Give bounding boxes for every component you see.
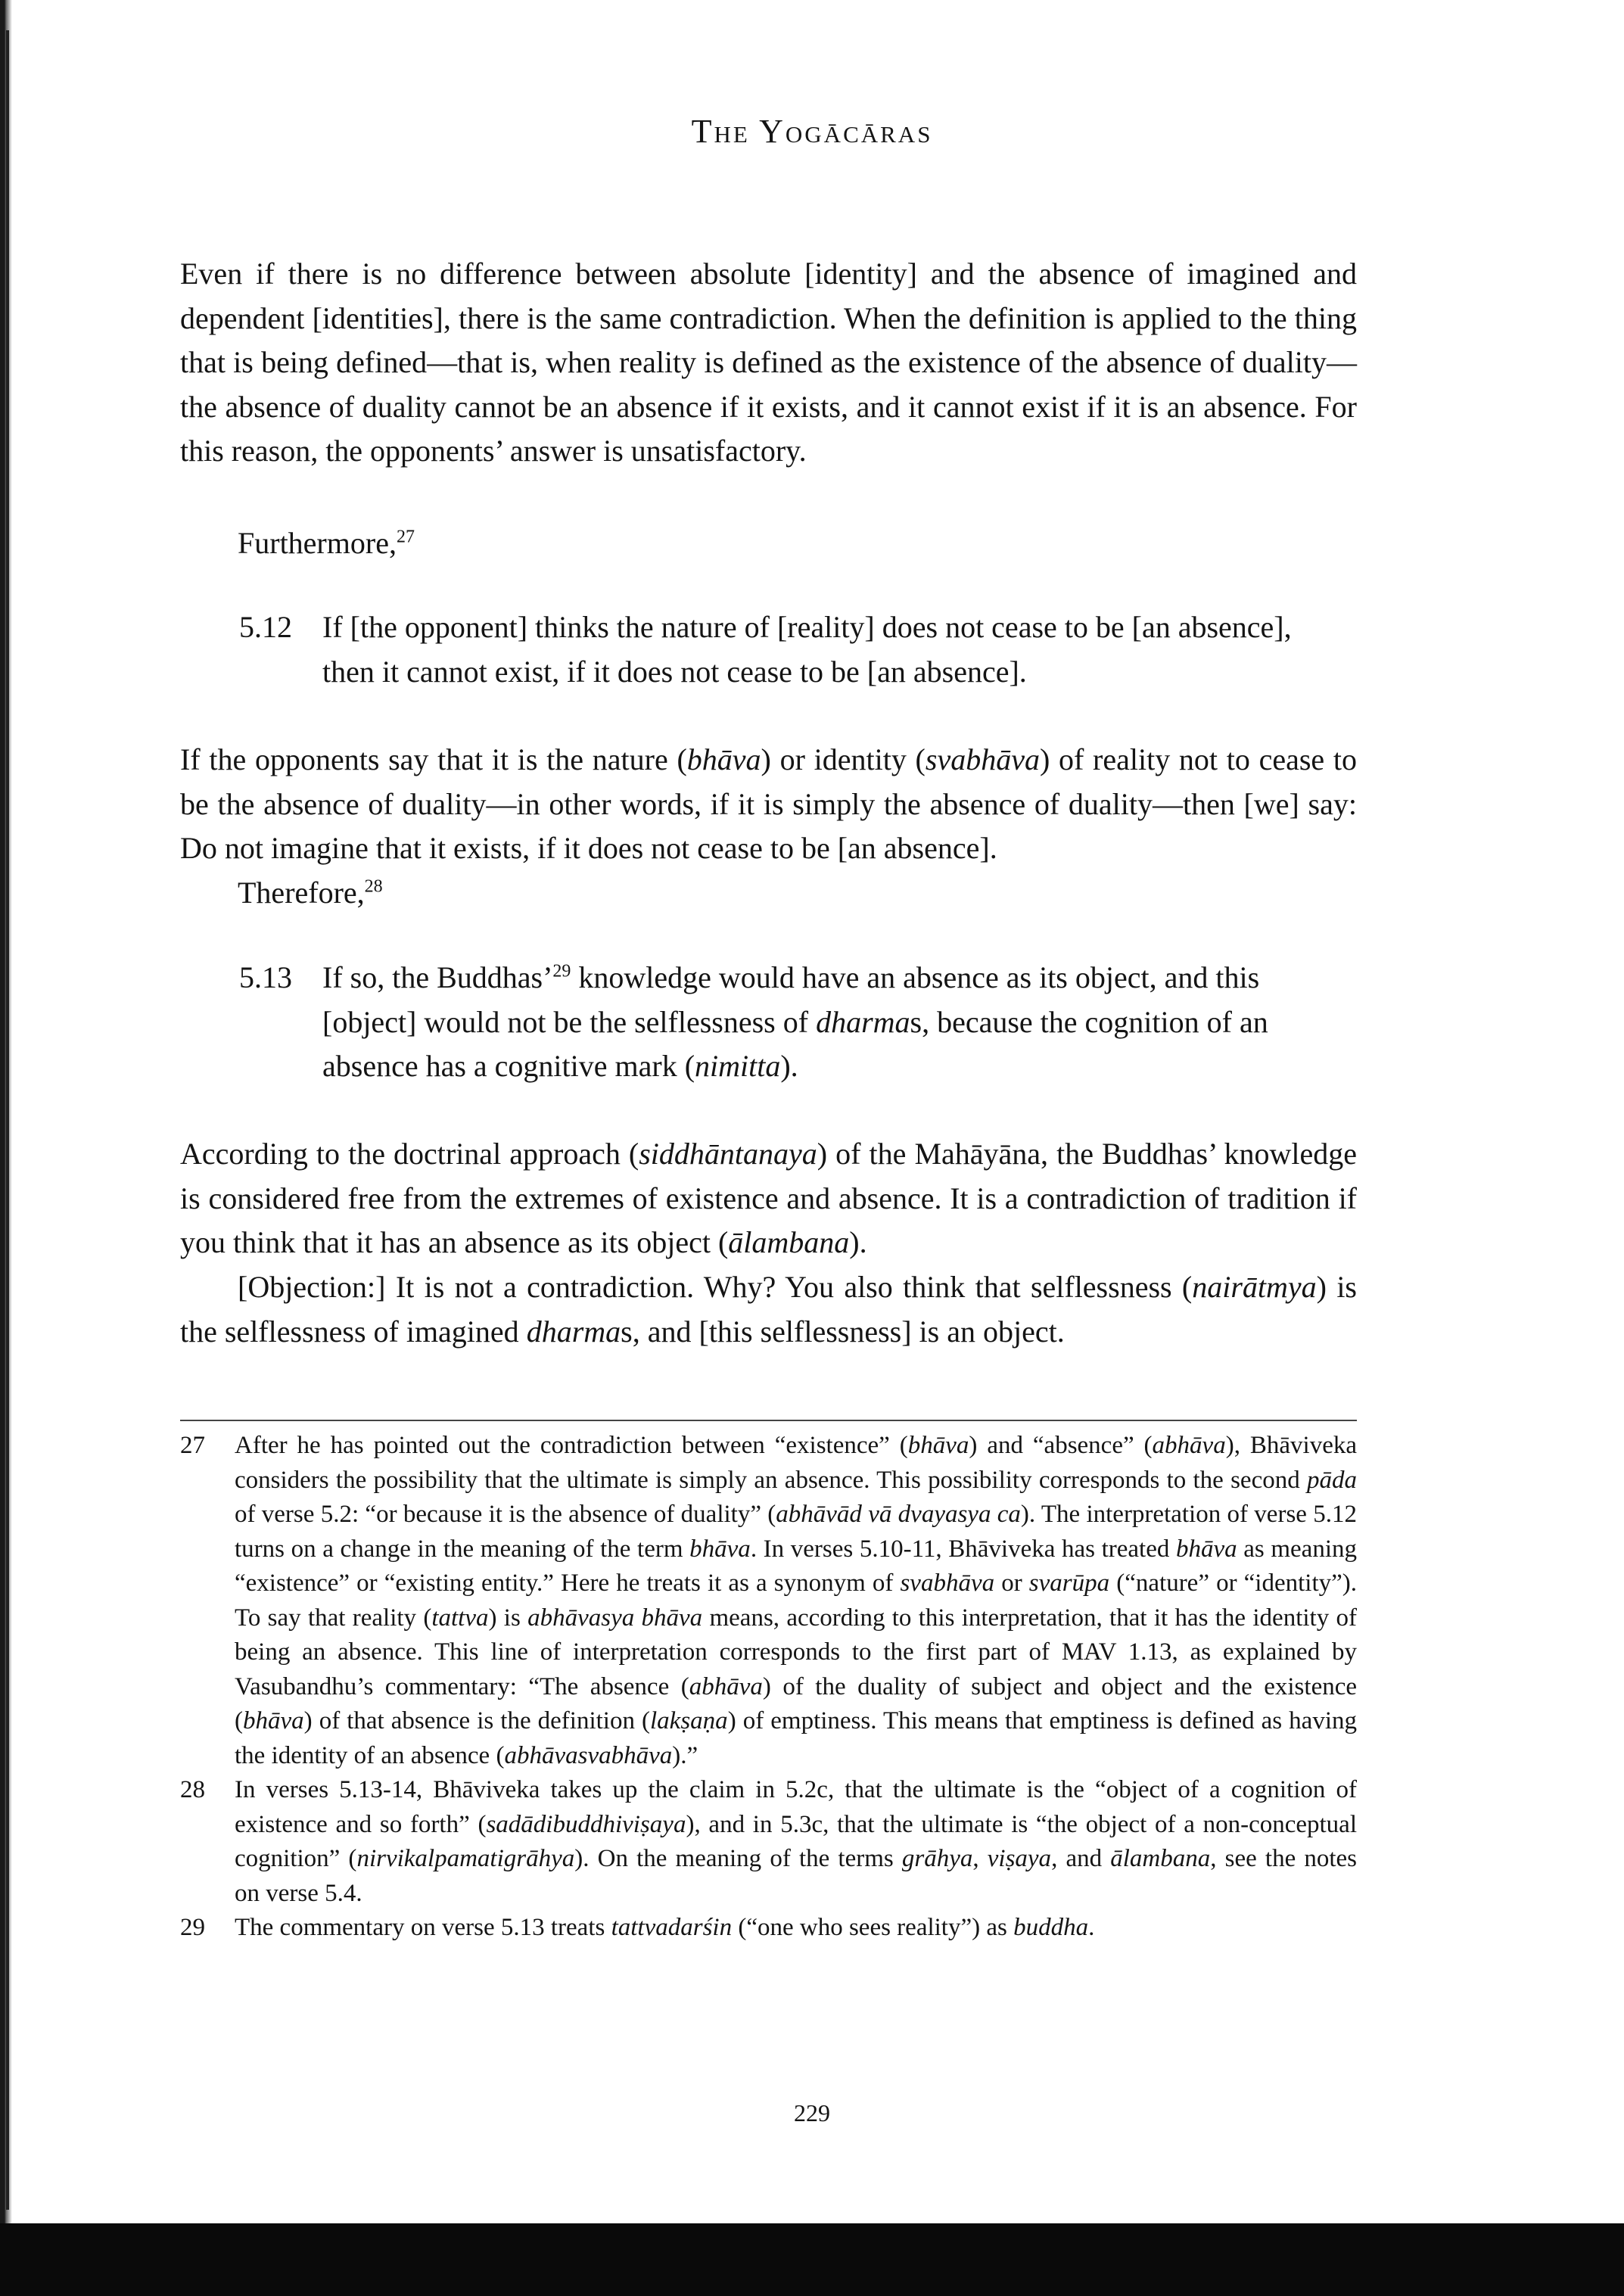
text-run: ). [780,1049,798,1083]
text-run: ) and “absence” ( [969,1432,1153,1459]
italic-term: lakṣaṇa [650,1707,728,1734]
paragraph-3 [180,738,1357,871]
italic-term: ālambana [1110,1845,1211,1872]
paragraph-5 [180,1132,1357,1265]
verse-text [322,956,1299,1089]
italic-term: nimitta [695,1049,781,1083]
italic-term: grāhya [901,1845,973,1872]
footnote-27 [180,1429,1357,1773]
text-run: ) is the selflessness of imagined [180,1270,1357,1349]
footnote-ref-29[interactable]: 29 [552,961,571,982]
italic-term: bhāva [1175,1535,1237,1563]
text-run: ), Bhāviveka considers the possibility that the ultimate is simply an absence. This possibility corresponds to the second [235,1432,1357,1494]
footnote-text [235,1429,1357,1773]
text-run: knowledge would have an absence as its object, and this [object] would not be the selflessness of [322,960,1260,1039]
text-run: or [994,1570,1029,1597]
footnote-29 [180,1911,1357,1946]
text-run: , [972,1845,988,1872]
page-number: 229 [794,2099,830,2126]
italic-term: viṣaya [987,1845,1052,1872]
italic-term: bhāva [689,1535,751,1563]
text-run: as meaning “existence” or “existing entity.” Here he treats it as a synonym of [235,1535,1357,1597]
text-run: ) or identity ( [761,742,926,776]
verse-text: If [the opponent] thinks the nature of [reality] does not cease to be [an absence], then it cannot exist, if it does not cease to be [an absence]. [322,610,1292,689]
text-run: . [1088,1914,1095,1941]
text-run: (“nature” or “identity”). To say that reality ( [235,1570,1358,1632]
footnote-number: 28 [180,1776,205,1803]
text-run: , and [1051,1845,1111,1872]
text-run: ) of the Mahāyāna, the Buddhas’ knowledge is considered free from the extremes of existence and absence. It is a contradiction of tradition if you think that it has an absence as its object ( [180,1137,1357,1259]
italic-term: dharma [526,1314,621,1349]
footnote-ref-28[interactable]: 28 [364,876,383,897]
paragraph-6 [180,1265,1357,1354]
text-run: ).” [672,1741,698,1769]
text-run: If so, the Buddhas’ [322,960,553,994]
scan-bottom-band [0,2223,1624,2296]
paragraph-1 [180,252,1357,474]
paragraph-furthermore [180,521,1357,566]
text-run: [Objection:] It is not a contradiction. Why? You also think that selflessness ( [238,1270,1193,1304]
footnote-28 [180,1773,1357,1911]
text-run: ) is [488,1604,528,1632]
text-run: If the opponents say that it is the nature ( [180,742,687,776]
text-run: ) of reality not to cease to be the absence of duality—in other words, if it is simply the absence of duality—then [we] say: Do not imagine that it exists, if it does not cease to be [an absence]. [180,742,1358,865]
italic-term: bhāva [243,1707,304,1734]
running-head: The Yogācāras [691,113,933,150]
scan-edge-line [6,30,9,2210]
paragraph-therefore [180,871,1357,916]
text-run: The commentary on verse 5.13 treats [235,1914,611,1941]
italic-term: svarūpa [1028,1570,1110,1597]
italic-term: bhāva [907,1432,969,1459]
italic-term: siddhāntanaya [639,1137,817,1171]
italic-term: pāda [1307,1466,1357,1494]
italic-term: ālambana [728,1225,850,1259]
text-run: of verse 5.2: “or because it is the absence of duality” ( [235,1501,776,1528]
text-run: ) of the duality of subject and object and the existence ( [235,1672,1358,1734]
text-run: s, because the cognition of an absence has a cognitive mark ( [322,1004,1268,1083]
italic-term: abhāvasya bhāva [527,1604,703,1632]
text-run: ), and in 5.3c, that the ultimate is “the object of a non-conceptual cognition” ( [235,1810,1357,1872]
footnote-text [235,1911,1357,1946]
text-run: s, and [this selflessness] is an object. [621,1314,1065,1349]
italic-term: buddha [1013,1914,1089,1941]
italic-term: abhāva [689,1672,763,1700]
footnotes [180,1429,1357,1946]
italic-term: nairātmya [1192,1270,1317,1304]
verse-5-13 [239,956,1299,1089]
text-run: (“one who sees reality”) as [732,1914,1014,1941]
italic-term: svabhāva [925,742,1040,776]
italic-term: svabhāva [900,1570,995,1597]
italic-term: bhāva [686,742,761,776]
text-run: ). The interpretation of verse 5.12 turns on a change in the meaning of the term [235,1501,1357,1563]
verse-5-12 [239,605,1299,694]
italic-term: abhāvasvabhāva [504,1741,673,1769]
italic-term: abhāva [1152,1432,1226,1459]
footnote-rule [180,1420,1357,1421]
text-run: According to the doctrinal approach ( [180,1137,639,1171]
furthermore-text: Furthermore, [238,526,397,560]
italic-term: dharma [816,1004,910,1039]
footnote-ref-27[interactable]: 27 [396,527,415,547]
italic-term: nirvikalpamatigrāhya [356,1845,575,1872]
text-run: means, according to this interpretation, that it has the identity of being an absence. This line of interpretation corresponds to the first part of MAV 1.13, as explained by Vasubandhu’s commentary: “The absence ( [235,1604,1357,1700]
verse-number: 5.13 [239,960,292,994]
text-run: ). On the meaning of the terms [574,1845,902,1872]
text-run: ) of emptiness. This means that emptiness is defined as having the identity of an absence ( [235,1707,1357,1769]
italic-term: sadādibuddhiviṣaya [486,1810,686,1838]
italic-term: abhāvād vā dvayasya ca [776,1501,1021,1528]
footnote-number: 27 [180,1432,205,1459]
italic-term: tattva [431,1604,489,1632]
italic-term: tattvadarśin [611,1914,733,1941]
therefore-text: Therefore, [238,876,365,910]
text-run: , see the notes on verse 5.4. [235,1845,1358,1907]
text-run: After he has pointed out the contradiction between “existence” ( [235,1432,908,1459]
verse-number: 5.12 [239,610,292,644]
text-run: In verses 5.13-14, Bhāviveka takes up the claim in 5.2c, that the ultimate is the “object of a cognition of existence and so forth” ( [235,1776,1357,1838]
footnote-number: 29 [180,1914,205,1941]
text-run: . In verses 5.10-11, Bhāviveka has treated [750,1535,1176,1563]
paragraph-1-text: Even if there is no difference between absolute [identity] and the absence of imagined and dependent [identities], there is the same contradiction. When the definition is applied to the thing that is being defined—that is, when reality is defined as the existence of the absence of duality—the absence of duality cannot be an absence if it exists, and it cannot exist if it is an absence. For this reason, the opponents’ answer is unsatisfactory. [180,257,1357,468]
text-run: ). [849,1225,867,1259]
text-run: ) of that absence is the definition ( [303,1707,651,1734]
footnote-text [235,1773,1357,1911]
